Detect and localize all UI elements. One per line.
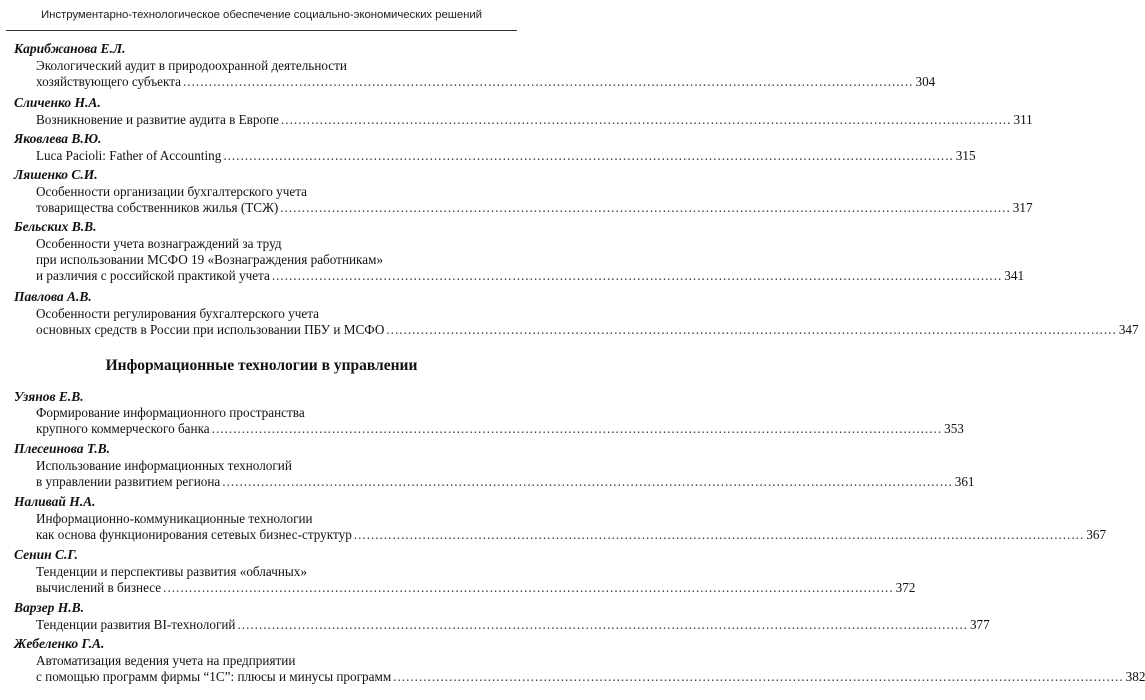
entry-author: Яковлева В.Ю. bbox=[14, 131, 102, 146]
entry-page-number: 377 bbox=[969, 617, 990, 632]
entry-author: Карибжанова Е.Л. bbox=[14, 41, 126, 56]
leader-dots: .......................................................................................................................................................................... bbox=[393, 669, 1124, 684]
entry-title-line: Тенденции и перспективы развития «облачных» bbox=[36, 564, 307, 579]
entry-title-line: вычислений в бизнесе bbox=[36, 580, 162, 595]
entry-title-last-line bbox=[36, 580, 916, 596]
entry-title-last-line bbox=[36, 527, 1107, 543]
entry-title-last-line bbox=[36, 112, 1033, 128]
entry-author: Сенин С.Г. bbox=[14, 547, 78, 562]
entry-page-number: 341 bbox=[1004, 268, 1025, 283]
entry-page-number: 372 bbox=[895, 580, 916, 595]
entry-title-line: с помощью программ фирмы “1С”: плюсы и минусы программ bbox=[36, 669, 392, 684]
running-header: Инструментарно-технологическое обеспечение социально-экономических решений bbox=[41, 9, 482, 21]
entry-title-line: Формирование информационного пространства bbox=[36, 405, 305, 420]
entry-title-last-line bbox=[36, 322, 1139, 338]
entry-page-number: 367 bbox=[1086, 527, 1107, 542]
entry-title-last-line bbox=[36, 268, 1025, 284]
entry-title-last-line bbox=[36, 200, 1033, 216]
entry-author: Бельских В.В. bbox=[14, 219, 97, 234]
entry-author: Варзер Н.В. bbox=[14, 600, 84, 615]
entry-title-last-line bbox=[36, 421, 964, 437]
entry-title-last-line bbox=[36, 617, 990, 633]
leader-dots: .......................................................................................................................................................................... bbox=[222, 474, 953, 489]
leader-dots: .......................................................................................................................................................................... bbox=[163, 580, 894, 595]
entry-author: Плесеинова Т.В. bbox=[14, 441, 111, 456]
entry-title-line: Особенности организации бухгалтерского учета bbox=[36, 184, 308, 199]
entry-page-number: 311 bbox=[1013, 112, 1033, 127]
entry-title-line: Особенности учета вознаграждений за труд bbox=[36, 236, 282, 251]
entry-title-line: товарищества собственников жилья (ТСЖ) bbox=[36, 200, 279, 215]
entry-title-line: Особенности регулирования бухгалтерского учета bbox=[36, 306, 320, 321]
entry-title-line: при использовании МСФО 19 «Вознаграждения работникам» bbox=[36, 252, 384, 267]
entry-title-last-line bbox=[36, 669, 1145, 685]
entry-title-line: основных средств в России при использовании ПБУ и МСФО bbox=[36, 322, 385, 337]
entry-title-line: крупного коммерческого банка bbox=[36, 421, 210, 436]
entry-author: Ляшенко С.И. bbox=[14, 167, 98, 182]
entry-page-number: 315 bbox=[955, 148, 976, 163]
leader-dots: .......................................................................................................................................................................... bbox=[211, 421, 943, 436]
leader-dots: .......................................................................................................................................................................... bbox=[280, 200, 1011, 215]
entry-author: Узянов Е.В. bbox=[14, 389, 84, 404]
entry-page-number: 382 bbox=[1125, 669, 1145, 684]
entry-title-line: хозяйствующего субъекта bbox=[36, 74, 181, 89]
leader-dots: .......................................................................................................................................................................... bbox=[223, 148, 954, 163]
entry-title-line: как основа функционирования сетевых бизнес-структур bbox=[36, 527, 352, 542]
entry-title-line: Тенденции развития BI-технологий bbox=[36, 617, 236, 632]
leader-dots: .......................................................................................................................................................................... bbox=[353, 527, 1085, 542]
entry-author: Наливай Н.А. bbox=[14, 494, 96, 509]
entry-title-last-line bbox=[36, 148, 976, 164]
entry-page-number: 347 bbox=[1118, 322, 1139, 337]
entry-title-line: Использование информационных технологий bbox=[36, 458, 292, 473]
leader-dots: .......................................................................................................................................................................... bbox=[183, 74, 914, 89]
entry-title-last-line bbox=[36, 74, 936, 90]
entry-title-last-line bbox=[36, 474, 975, 490]
leader-dots: .......................................................................................................................................................................... bbox=[237, 617, 968, 632]
entry-page-number: 361 bbox=[954, 474, 975, 489]
section-heading: Информационные технологии в управлении bbox=[105, 357, 418, 374]
entry-title-line: Luca Pacioli: Father of Accounting bbox=[36, 148, 222, 163]
entry-author: Сличенко Н.А. bbox=[14, 95, 101, 110]
entry-title-line: Автоматизация ведения учета на предприятии bbox=[36, 653, 296, 668]
entry-page-number: 304 bbox=[915, 74, 936, 89]
leader-dots: .......................................................................................................................................................................... bbox=[271, 268, 1003, 283]
leader-dots: .......................................................................................................................................................................... bbox=[386, 322, 1117, 337]
entry-title-line: Информационно-коммуникационные технологии bbox=[36, 511, 313, 526]
entry-author: Жебеленко Г.А. bbox=[14, 636, 105, 651]
entry-title-line: Возникновение и развитие аудита в Европе bbox=[36, 112, 279, 127]
leader-dots: .......................................................................................................................................................................... bbox=[281, 112, 1012, 127]
entry-page-number: 353 bbox=[944, 421, 964, 436]
entry-page-number: 317 bbox=[1012, 200, 1033, 215]
entry-title-line: в управлении развитием региона bbox=[36, 474, 221, 489]
entry-author: Павлова А.В. bbox=[14, 289, 92, 304]
entry-title-line: и различия с российской практикой учета bbox=[36, 268, 270, 283]
header-divider bbox=[6, 30, 517, 31]
entry-title-line: Экологический аудит в природоохранной деятельности bbox=[36, 58, 347, 73]
